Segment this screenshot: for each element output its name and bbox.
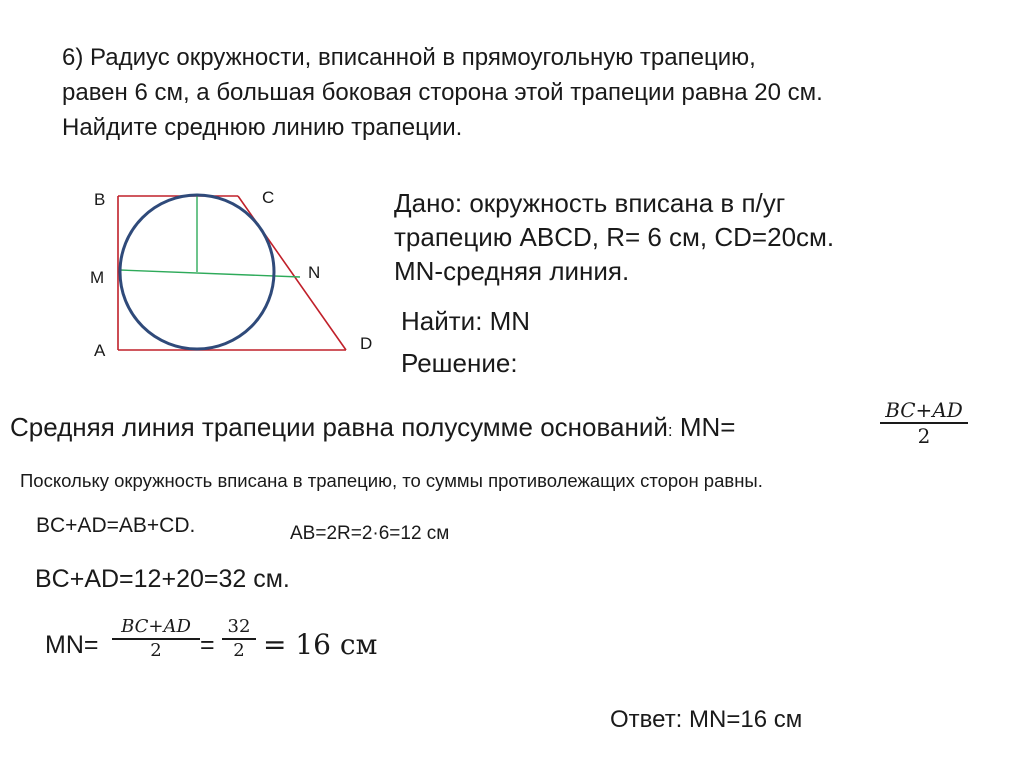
midline-fraction: [880, 398, 968, 448]
label-n: N: [308, 263, 321, 282]
midline-statement: [10, 412, 735, 443]
label-a: A: [94, 341, 106, 360]
midline-lhs: MN=: [679, 412, 736, 442]
solution-label: Решение:: [401, 348, 518, 378]
problem-line-2: равен 6 см, а большая боковая сторона этой трапеции равна 20 см.: [62, 79, 823, 106]
midline-numerator: BC+AD: [885, 398, 963, 422]
final-equals: =: [200, 631, 215, 659]
given-line-1: Дано: окружность вписана в п/уг: [394, 188, 786, 218]
sum-equality: BC+AD=AB+CD.: [36, 514, 196, 537]
find-label: Найти: MN: [401, 306, 531, 336]
final-frac2-denominator: 2: [222, 638, 256, 662]
final-frac1-numerator: BC+AD: [121, 616, 191, 637]
midline-text: Средняя линия трапеции равна полусумме оснований: [10, 412, 668, 442]
midline-colon: :: [667, 421, 673, 440]
given-block: [394, 186, 834, 288]
label-d: D: [360, 334, 373, 353]
final-result: = 16 см: [263, 628, 378, 661]
final-frac1-denominator: 2: [112, 638, 200, 662]
final-frac2-numerator: 32: [227, 616, 251, 637]
since-text: Поскольку окружность вписана в трапецию, то суммы противолежащих сторон равны.: [20, 470, 763, 491]
label-m: M: [90, 268, 105, 287]
final-fraction-2: [222, 616, 256, 662]
final-lhs: MN=: [45, 631, 99, 659]
midline-denominator: 2: [880, 422, 968, 448]
label-b: B: [94, 190, 106, 209]
ab-calculation: AB=2R=2·6=12 см: [290, 523, 450, 544]
problem-line-1: 6) Радиус окружности, вписанной в прямоугольную трапецию,: [62, 44, 756, 71]
final-fraction-1: [112, 616, 200, 662]
label-c: C: [262, 188, 275, 207]
given-line-2: трапецию ABCD, R= 6 см, CD=20см.: [394, 222, 835, 252]
problem-line-3: Найдите среднюю линию трапеции.: [62, 114, 463, 141]
trapezoid-figure: [0, 0, 400, 400]
given-line-3: MN-средняя линия.: [394, 256, 630, 286]
sum-value: BC+AD=12+20=32 см.: [35, 565, 290, 593]
answer: Ответ: MN=16 см: [610, 706, 803, 733]
